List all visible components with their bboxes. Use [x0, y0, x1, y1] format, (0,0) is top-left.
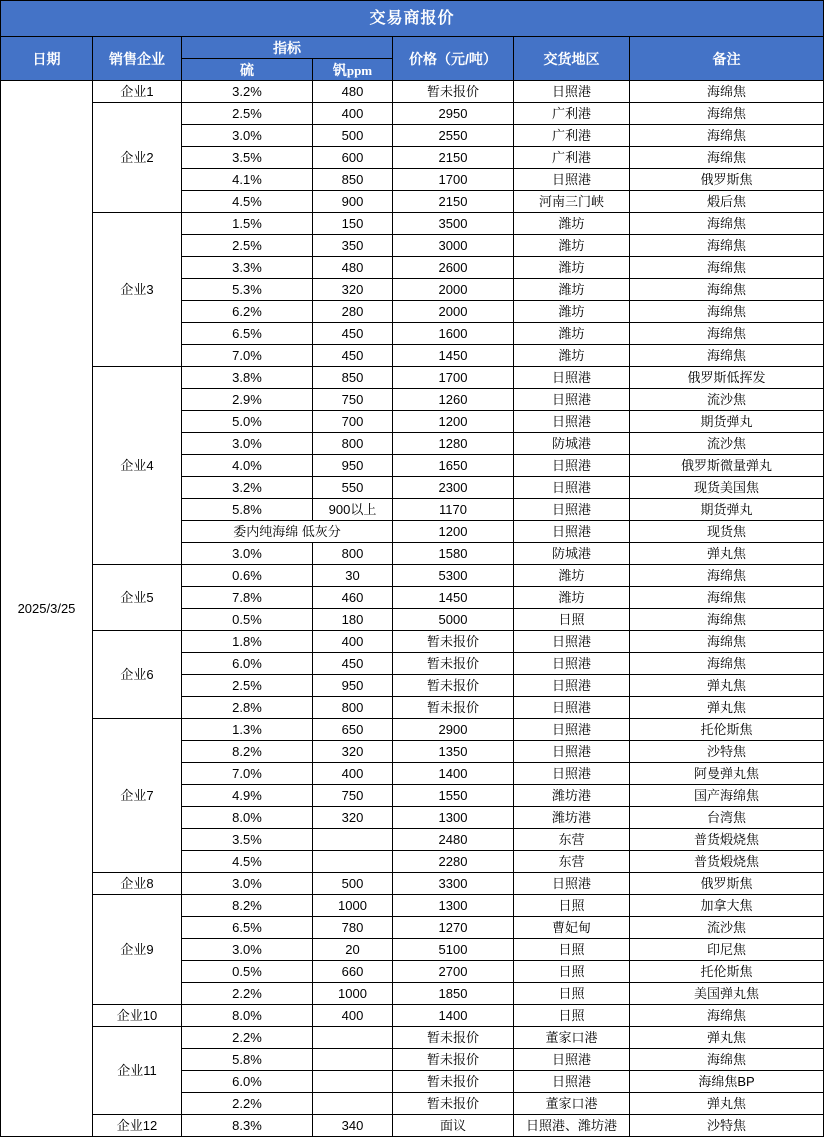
cell-region[interactable]: 潍坊 — [514, 323, 630, 345]
cell-vanadium[interactable]: 320 — [313, 279, 393, 301]
cell-price[interactable]: 面议 — [393, 1115, 514, 1137]
cell-price[interactable]: 暂未报价 — [393, 631, 514, 653]
table-title: 交易商报价 — [1, 1, 824, 37]
cell-note[interactable]: 海绵焦 — [630, 345, 824, 367]
cell-price[interactable]: 1280 — [393, 433, 514, 455]
cell-sulfur[interactable]: 1.5% — [182, 213, 313, 235]
cell-price[interactable]: 暂未报价 — [393, 1093, 514, 1115]
cell-vanadium[interactable]: 280 — [313, 301, 393, 323]
cell-vanadium[interactable]: 800 — [313, 433, 393, 455]
cell-note[interactable]: 海绵焦 — [630, 103, 824, 125]
table-row — [1, 895, 824, 917]
cell-note[interactable]: 海绵焦 — [630, 235, 824, 257]
cell-price[interactable]: 5000 — [393, 609, 514, 631]
cell-note[interactable]: 海绵焦 — [630, 631, 824, 653]
cell-note[interactable]: 弹丸焦 — [630, 1093, 824, 1115]
header-vanadium[interactable] — [313, 59, 393, 81]
cell-sulfur[interactable]: 4.9% — [182, 785, 313, 807]
cell-note[interactable]: 俄罗斯焦 — [630, 873, 824, 895]
cell-region[interactable]: 日照港 — [514, 389, 630, 411]
cell-vanadium[interactable]: 400 — [313, 763, 393, 785]
cell-note[interactable]: 海绵焦BP — [630, 1071, 824, 1093]
cell-region[interactable]: 潍坊 — [514, 279, 630, 301]
cell-sulfur[interactable]: 3.2% — [182, 477, 313, 499]
cell-region[interactable]: 日照港 — [514, 675, 630, 697]
cell-price[interactable]: 1350 — [393, 741, 514, 763]
cell-note[interactable]: 俄罗斯微量弹丸 — [630, 455, 824, 477]
cell-price[interactable]: 1300 — [393, 895, 514, 917]
cell-region[interactable]: 潍坊港 — [514, 785, 630, 807]
cell-sulfur[interactable]: 3.5% — [182, 829, 313, 851]
cell-region[interactable]: 董家口港 — [514, 1093, 630, 1115]
table-row — [1, 1115, 824, 1137]
cell-vanadium[interactable] — [313, 1049, 393, 1071]
cell-vanadium[interactable]: 850 — [313, 367, 393, 389]
cell-vanadium[interactable]: 950 — [313, 675, 393, 697]
cell-price[interactable]: 1400 — [393, 1005, 514, 1027]
cell-note[interactable]: 流沙焦 — [630, 917, 824, 939]
cell-note[interactable]: 海绵焦 — [630, 587, 824, 609]
cell-sulfur[interactable]: 2.8% — [182, 697, 313, 719]
cell-note[interactable]: 现货美国焦 — [630, 477, 824, 499]
cell-region[interactable]: 日照港 — [514, 741, 630, 763]
cell-region[interactable]: 日照港 — [514, 169, 630, 191]
table-row — [1, 873, 824, 895]
cell-sulfur[interactable]: 7.8% — [182, 587, 313, 609]
table-header-row-1 — [1, 37, 824, 59]
cell-sulfur[interactable]: 0.6% — [182, 565, 313, 587]
cell-vanadium[interactable]: 700 — [313, 411, 393, 433]
cell-region[interactable]: 日照港 — [514, 521, 630, 543]
cell-sulfur[interactable]: 3.5% — [182, 147, 313, 169]
cell-note[interactable]: 托伦斯焦 — [630, 719, 824, 741]
cell-vanadium[interactable]: 350 — [313, 235, 393, 257]
cell-note[interactable]: 沙特焦 — [630, 1115, 824, 1137]
cell-price[interactable]: 1850 — [393, 983, 514, 1005]
cell-price[interactable]: 2000 — [393, 279, 514, 301]
cell-price[interactable]: 1400 — [393, 763, 514, 785]
cell-sulfur[interactable]: 3.0% — [182, 939, 313, 961]
cell-note[interactable]: 海绵焦 — [630, 565, 824, 587]
cell-sulfur[interactable]: 3.0% — [182, 433, 313, 455]
cell-vanadium[interactable]: 900以上 — [313, 499, 393, 521]
cell-note[interactable]: 弹丸焦 — [630, 675, 824, 697]
cell-note[interactable]: 普货煅烧焦 — [630, 829, 824, 851]
cell-region[interactable]: 日照港 — [514, 499, 630, 521]
cell-note[interactable]: 现货焦 — [630, 521, 824, 543]
cell-vanadium[interactable]: 1000 — [313, 983, 393, 1005]
table-row — [1, 1005, 824, 1027]
cell-sulfur[interactable]: 8.2% — [182, 741, 313, 763]
cell-vanadium[interactable] — [313, 829, 393, 851]
cell-vanadium[interactable]: 650 — [313, 719, 393, 741]
header-note[interactable]: 备注 — [630, 37, 824, 81]
cell-note[interactable]: 海绵焦 — [630, 609, 824, 631]
table-row — [1, 1027, 824, 1049]
cell-sulfur[interactable]: 2.2% — [182, 1027, 313, 1049]
cell-note[interactable]: 加拿大焦 — [630, 895, 824, 917]
cell-sulfur[interactable]: 2.5% — [182, 675, 313, 697]
cell-sulfur[interactable]: 5.3% — [182, 279, 313, 301]
cell-vanadium[interactable]: 950 — [313, 455, 393, 477]
cell-note[interactable]: 海绵焦 — [630, 1005, 824, 1027]
cell-price[interactable]: 1170 — [393, 499, 514, 521]
cell-region[interactable]: 日照港 — [514, 763, 630, 785]
header-vanadium-unit: ppm — [346, 62, 373, 78]
cell-note[interactable]: 弹丸焦 — [630, 543, 824, 565]
cell-note[interactable]: 普货煅烧焦 — [630, 851, 824, 873]
cell-sulfur[interactable]: 3.0% — [182, 543, 313, 565]
cell-price[interactable]: 1450 — [393, 587, 514, 609]
cell-sulfur[interactable]: 4.1% — [182, 169, 313, 191]
cell-vanadium[interactable]: 500 — [313, 125, 393, 147]
header-region[interactable]: 交货地区 — [514, 37, 630, 81]
cell-sulfur[interactable]: 6.5% — [182, 917, 313, 939]
cell-region[interactable]: 日照港 — [514, 631, 630, 653]
table-row — [1, 367, 824, 389]
cell-region[interactable]: 日照港 — [514, 1071, 630, 1093]
table-row — [1, 103, 824, 125]
header-indicator[interactable]: 指标 — [182, 37, 393, 59]
header-enterprise[interactable]: 销售企业 — [93, 37, 182, 81]
cell-note[interactable]: 海绵焦 — [630, 81, 824, 103]
cell-vanadium[interactable]: 660 — [313, 961, 393, 983]
cell-sulfur[interactable]: 3.8% — [182, 367, 313, 389]
cell-vanadium[interactable]: 180 — [313, 609, 393, 631]
cell-sulfur[interactable]: 3.0% — [182, 125, 313, 147]
cell-price[interactable]: 2150 — [393, 147, 514, 169]
cell-sulfur[interactable]: 4.5% — [182, 191, 313, 213]
cell-region[interactable]: 河南三门峡 — [514, 191, 630, 213]
cell-vanadium[interactable] — [313, 1071, 393, 1093]
cell-sulfur[interactable]: 4.5% — [182, 851, 313, 873]
cell-note[interactable]: 海绵焦 — [630, 301, 824, 323]
cell-sulfur[interactable]: 6.2% — [182, 301, 313, 323]
cell-region[interactable]: 潍坊港 — [514, 807, 630, 829]
cell-sulfur[interactable]: 1.8% — [182, 631, 313, 653]
cell-vanadium[interactable]: 750 — [313, 389, 393, 411]
cell-region[interactable]: 日照 — [514, 939, 630, 961]
cell-enterprise[interactable]: 企业4 — [93, 367, 182, 565]
cell-region[interactable]: 日照 — [514, 895, 630, 917]
cell-sulfur[interactable]: 5.8% — [182, 499, 313, 521]
cell-region[interactable]: 日照港 — [514, 1049, 630, 1071]
cell-note[interactable]: 海绵焦 — [630, 1049, 824, 1071]
cell-enterprise[interactable]: 企业7 — [93, 719, 182, 873]
cell-enterprise[interactable]: 企业12 — [93, 1115, 182, 1137]
cell-region[interactable]: 日照 — [514, 609, 630, 631]
cell-sulfur[interactable]: 8.0% — [182, 1005, 313, 1027]
table-row — [1, 213, 824, 235]
cell-sulfur[interactable]: 2.5% — [182, 103, 313, 125]
cell-note[interactable]: 流沙焦 — [630, 389, 824, 411]
cell-price[interactable]: 暂未报价 — [393, 81, 514, 103]
cell-price[interactable]: 2480 — [393, 829, 514, 851]
cell-vanadium[interactable]: 20 — [313, 939, 393, 961]
cell-note[interactable]: 国产海绵焦 — [630, 785, 824, 807]
cell-enterprise[interactable]: 企业1 — [93, 81, 182, 103]
cell-enterprise[interactable]: 企业8 — [93, 873, 182, 895]
table-row — [1, 631, 824, 653]
cell-sulfur[interactable]: 3.2% — [182, 81, 313, 103]
cell-region[interactable]: 广利港 — [514, 147, 630, 169]
cell-enterprise[interactable]: 企业6 — [93, 631, 182, 719]
cell-region[interactable]: 防城港 — [514, 433, 630, 455]
cell-note[interactable]: 俄罗斯低挥发 — [630, 367, 824, 389]
cell-vanadium[interactable]: 400 — [313, 631, 393, 653]
cell-price[interactable]: 2280 — [393, 851, 514, 873]
cell-price[interactable]: 2950 — [393, 103, 514, 125]
cell-note[interactable]: 海绵焦 — [630, 147, 824, 169]
cell-vanadium[interactable]: 550 — [313, 477, 393, 499]
cell-note[interactable]: 沙特焦 — [630, 741, 824, 763]
cell-vanadium[interactable]: 150 — [313, 213, 393, 235]
cell-enterprise[interactable]: 企业10 — [93, 1005, 182, 1027]
cell-region[interactable]: 日照港 — [514, 477, 630, 499]
cell-sulfur[interactable]: 6.0% — [182, 653, 313, 675]
cell-vanadium[interactable]: 780 — [313, 917, 393, 939]
cell-vanadium[interactable]: 480 — [313, 81, 393, 103]
cell-sulfur[interactable]: 0.5% — [182, 961, 313, 983]
cell-region[interactable]: 曹妃甸 — [514, 917, 630, 939]
header-price[interactable]: 价格（元/吨） — [393, 37, 514, 81]
cell-region[interactable]: 日照 — [514, 1005, 630, 1027]
cell-price[interactable]: 2700 — [393, 961, 514, 983]
table-row — [1, 81, 824, 103]
cell-vanadium[interactable]: 450 — [313, 345, 393, 367]
cell-region[interactable]: 日照港 — [514, 411, 630, 433]
cell-region[interactable]: 潍坊 — [514, 235, 630, 257]
cell-vanadium[interactable]: 800 — [313, 543, 393, 565]
cell-vanadium[interactable]: 900 — [313, 191, 393, 213]
cell-price[interactable]: 暂未报价 — [393, 653, 514, 675]
cell-region[interactable]: 日照港 — [514, 367, 630, 389]
cell-price[interactable]: 暂未报价 — [393, 697, 514, 719]
cell-region[interactable]: 东营 — [514, 851, 630, 873]
cell-price[interactable]: 1650 — [393, 455, 514, 477]
table-title-row — [1, 1, 824, 37]
cell-sulfur[interactable]: 8.3% — [182, 1115, 313, 1137]
cell-date[interactable]: 2025/3/25 — [1, 81, 93, 1137]
cell-enterprise[interactable]: 企业9 — [93, 895, 182, 1005]
cell-vanadium[interactable] — [313, 1027, 393, 1049]
cell-vanadium[interactable]: 400 — [313, 103, 393, 125]
cell-sulfur[interactable]: 4.0% — [182, 455, 313, 477]
cell-note[interactable]: 煅后焦 — [630, 191, 824, 213]
cell-region[interactable]: 潍坊 — [514, 213, 630, 235]
cell-region[interactable]: 日照 — [514, 961, 630, 983]
cell-vanadium[interactable]: 340 — [313, 1115, 393, 1137]
cell-note[interactable]: 弹丸焦 — [630, 1027, 824, 1049]
cell-sulfur[interactable]: 6.5% — [182, 323, 313, 345]
cell-note[interactable]: 印尼焦 — [630, 939, 824, 961]
cell-vanadium[interactable]: 480 — [313, 257, 393, 279]
cell-note[interactable]: 海绵焦 — [630, 323, 824, 345]
cell-sulfur[interactable]: 5.8% — [182, 1049, 313, 1071]
cell-note[interactable]: 期货弹丸 — [630, 499, 824, 521]
cell-note[interactable]: 台湾焦 — [630, 807, 824, 829]
cell-price[interactable]: 2150 — [393, 191, 514, 213]
cell-sulfur[interactable]: 1.3% — [182, 719, 313, 741]
cell-vanadium[interactable]: 400 — [313, 1005, 393, 1027]
cell-sulfur[interactable]: 2.5% — [182, 235, 313, 257]
cell-note[interactable]: 美国弹丸焦 — [630, 983, 824, 1005]
cell-sulfur[interactable]: 2.2% — [182, 1093, 313, 1115]
cell-price[interactable]: 2550 — [393, 125, 514, 147]
cell-sulfur[interactable]: 7.0% — [182, 763, 313, 785]
header-sulfur[interactable]: 硫 — [182, 59, 313, 81]
cell-region[interactable]: 日照港 — [514, 873, 630, 895]
cell-sulfur[interactable]: 0.5% — [182, 609, 313, 631]
cell-sulfur[interactable]: 2.9% — [182, 389, 313, 411]
header-date[interactable]: 日期 — [1, 37, 93, 81]
cell-vanadium[interactable]: 600 — [313, 147, 393, 169]
cell-enterprise[interactable]: 企业2 — [93, 103, 182, 213]
table-row — [1, 719, 824, 741]
cell-region[interactable]: 日照港 — [514, 455, 630, 477]
cell-region[interactable]: 潍坊 — [514, 301, 630, 323]
cell-note[interactable]: 弹丸焦 — [630, 697, 824, 719]
cell-sulfur[interactable]: 2.2% — [182, 983, 313, 1005]
cell-price[interactable]: 1300 — [393, 807, 514, 829]
cell-region[interactable]: 日照港 — [514, 81, 630, 103]
cell-price[interactable]: 2300 — [393, 477, 514, 499]
cell-region[interactable]: 董家口港 — [514, 1027, 630, 1049]
cell-price[interactable]: 3500 — [393, 213, 514, 235]
cell-note[interactable]: 海绵焦 — [630, 125, 824, 147]
table-row — [1, 565, 824, 587]
cell-price[interactable]: 暂未报价 — [393, 1071, 514, 1093]
cell-region[interactable]: 日照 — [514, 983, 630, 1005]
cell-vanadium[interactable]: 450 — [313, 653, 393, 675]
cell-enterprise[interactable]: 企业3 — [93, 213, 182, 367]
cell-note[interactable]: 阿曼弹丸焦 — [630, 763, 824, 785]
cell-vanadium[interactable]: 30 — [313, 565, 393, 587]
cell-vanadium[interactable]: 450 — [313, 323, 393, 345]
cell-vanadium[interactable] — [313, 851, 393, 873]
cell-vanadium[interactable]: 320 — [313, 741, 393, 763]
cell-sulfur[interactable]: 5.0% — [182, 411, 313, 433]
cell-enterprise[interactable]: 企业5 — [93, 565, 182, 631]
cell-region[interactable]: 日照港 — [514, 719, 630, 741]
cell-region[interactable]: 日照港 — [514, 697, 630, 719]
cell-spec-merged[interactable]: 委内纯海绵 低灰分 — [182, 521, 393, 543]
cell-region[interactable]: 潍坊 — [514, 587, 630, 609]
cell-vanadium[interactable] — [313, 1093, 393, 1115]
cell-vanadium[interactable]: 460 — [313, 587, 393, 609]
cell-vanadium[interactable]: 1000 — [313, 895, 393, 917]
cell-price[interactable]: 1600 — [393, 323, 514, 345]
cell-region[interactable]: 广利港 — [514, 103, 630, 125]
cell-note[interactable]: 俄罗斯焦 — [630, 169, 824, 191]
cell-enterprise[interactable]: 企业11 — [93, 1027, 182, 1115]
cell-price[interactable]: 1270 — [393, 917, 514, 939]
cell-price[interactable]: 1550 — [393, 785, 514, 807]
cell-note[interactable]: 期货弹丸 — [630, 411, 824, 433]
cell-price[interactable]: 1580 — [393, 543, 514, 565]
cell-vanadium[interactable]: 500 — [313, 873, 393, 895]
cell-sulfur[interactable]: 3.3% — [182, 257, 313, 279]
cell-region[interactable]: 潍坊 — [514, 565, 630, 587]
cell-note[interactable]: 海绵焦 — [630, 257, 824, 279]
cell-price[interactable]: 1450 — [393, 345, 514, 367]
cell-price[interactable]: 3000 — [393, 235, 514, 257]
cell-price[interactable]: 1200 — [393, 521, 514, 543]
cell-sulfur[interactable]: 8.2% — [182, 895, 313, 917]
cell-region[interactable]: 潍坊 — [514, 345, 630, 367]
cell-note[interactable]: 海绵焦 — [630, 653, 824, 675]
cell-region[interactable]: 防城港 — [514, 543, 630, 565]
cell-vanadium[interactable]: 850 — [313, 169, 393, 191]
cell-price[interactable]: 1700 — [393, 169, 514, 191]
cell-price[interactable]: 2000 — [393, 301, 514, 323]
cell-sulfur[interactable]: 6.0% — [182, 1071, 313, 1093]
cell-note[interactable]: 流沙焦 — [630, 433, 824, 455]
cell-vanadium[interactable]: 750 — [313, 785, 393, 807]
cell-note[interactable]: 托伦斯焦 — [630, 961, 824, 983]
cell-price[interactable]: 暂未报价 — [393, 1049, 514, 1071]
cell-price[interactable]: 暂未报价 — [393, 675, 514, 697]
cell-price[interactable]: 1700 — [393, 367, 514, 389]
cell-price[interactable]: 2900 — [393, 719, 514, 741]
cell-price[interactable]: 5100 — [393, 939, 514, 961]
cell-price[interactable]: 1260 — [393, 389, 514, 411]
cell-price[interactable]: 暂未报价 — [393, 1027, 514, 1049]
header-vanadium-label: 钒 — [332, 61, 347, 78]
cell-region[interactable]: 日照港、潍坊港 — [514, 1115, 630, 1137]
cell-sulfur[interactable]: 7.0% — [182, 345, 313, 367]
cell-price[interactable]: 5300 — [393, 565, 514, 587]
cell-vanadium[interactable]: 320 — [313, 807, 393, 829]
cell-price[interactable]: 1200 — [393, 411, 514, 433]
cell-sulfur[interactable]: 3.0% — [182, 873, 313, 895]
cell-price[interactable]: 2600 — [393, 257, 514, 279]
cell-region[interactable]: 日照港 — [514, 653, 630, 675]
cell-region[interactable]: 广利港 — [514, 125, 630, 147]
cell-region[interactable]: 潍坊 — [514, 257, 630, 279]
cell-region[interactable]: 东营 — [514, 829, 630, 851]
cell-price[interactable]: 3300 — [393, 873, 514, 895]
cell-sulfur[interactable]: 8.0% — [182, 807, 313, 829]
cell-note[interactable]: 海绵焦 — [630, 279, 824, 301]
cell-vanadium[interactable]: 800 — [313, 697, 393, 719]
cell-note[interactable]: 海绵焦 — [630, 213, 824, 235]
